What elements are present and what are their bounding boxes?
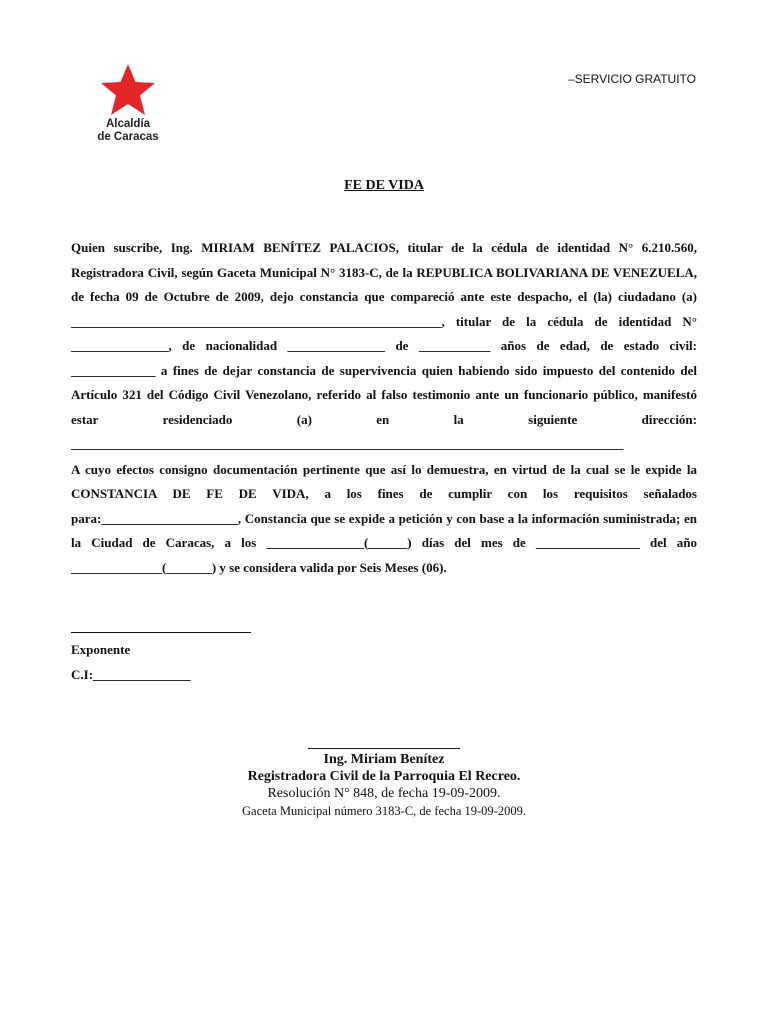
servicio-gratuito-label: –SERVICIO GRATUITO	[567, 72, 696, 86]
alcaldia-logo	[78, 62, 178, 152]
document-body	[71, 236, 697, 580]
body-paragraph-2: A cuyo efectos consigno documentación pertinente que así lo demuestra, en virtud de la cual se le expide la CONSTANCIA DE FE DE VIDA, a los fines de cumplir con los requisitos señalados para:_____________________, Constancia que se expide a petición y con base a la información suministrada; en la Ciudad de Caracas, a los _______________(______) días del mes de ________________ del año ______________(_______) y se considera valida por Seis Meses (06).	[71, 461, 697, 575]
exponente-label: Exponente	[71, 642, 131, 657]
registrar-signature-line	[308, 748, 460, 749]
red-star-icon	[98, 62, 158, 118]
logo-text-line-1: Alcaldía	[105, 118, 151, 130]
exponente-signature-line	[71, 632, 251, 633]
body-paragraph-1: Quien suscribe, Ing. MIRIAM BENÍTEZ PALACIOS, titular de la cédula de identidad N° 6.210.560, Registradora Civil, según Gaceta Municipal N° 3183-C, de la REPUBLICA BOLIVARIANA DE VENEZUELA, de fecha 09 de Octubre de 2009, dejo constancia que compareció ante este despacho, el (la) ciudadano (a) _________________________________________________________, titular de la cédula de identidad N° _______________, de nacionalidad _______________ de ___________ años de edad, de estado civil: _____________ a fines de dejar constancia de supervivencia quien habiendo sido impuesto del contenido del Artículo 321 del Código Civil Venezolano, referido al falso testimonio ante un funcionario público, manifestó estar residenciado (a) en la siguiente dirección: _____________________________________________________________________________________	[71, 240, 697, 451]
document-title: FE DE VIDA	[344, 178, 424, 193]
registrar-gaceta: Gaceta Municipal número 3183-C, de fecha 19-09-2009.	[242, 804, 526, 818]
logo-text-line-2: de Caracas	[97, 131, 159, 143]
registrar-resolution: Resolución N° 848, de fecha 19-09-2009.	[267, 786, 501, 801]
exponente-signature-block	[71, 632, 251, 687]
registrar-role: Registradora Civil de la Parroquia El Recreo.	[247, 769, 521, 784]
registrar-name: Ing. Miriam Benítez	[323, 752, 445, 767]
exponente-ci: C.I:_______________	[71, 667, 191, 682]
registrar-signature-block	[0, 738, 768, 819]
